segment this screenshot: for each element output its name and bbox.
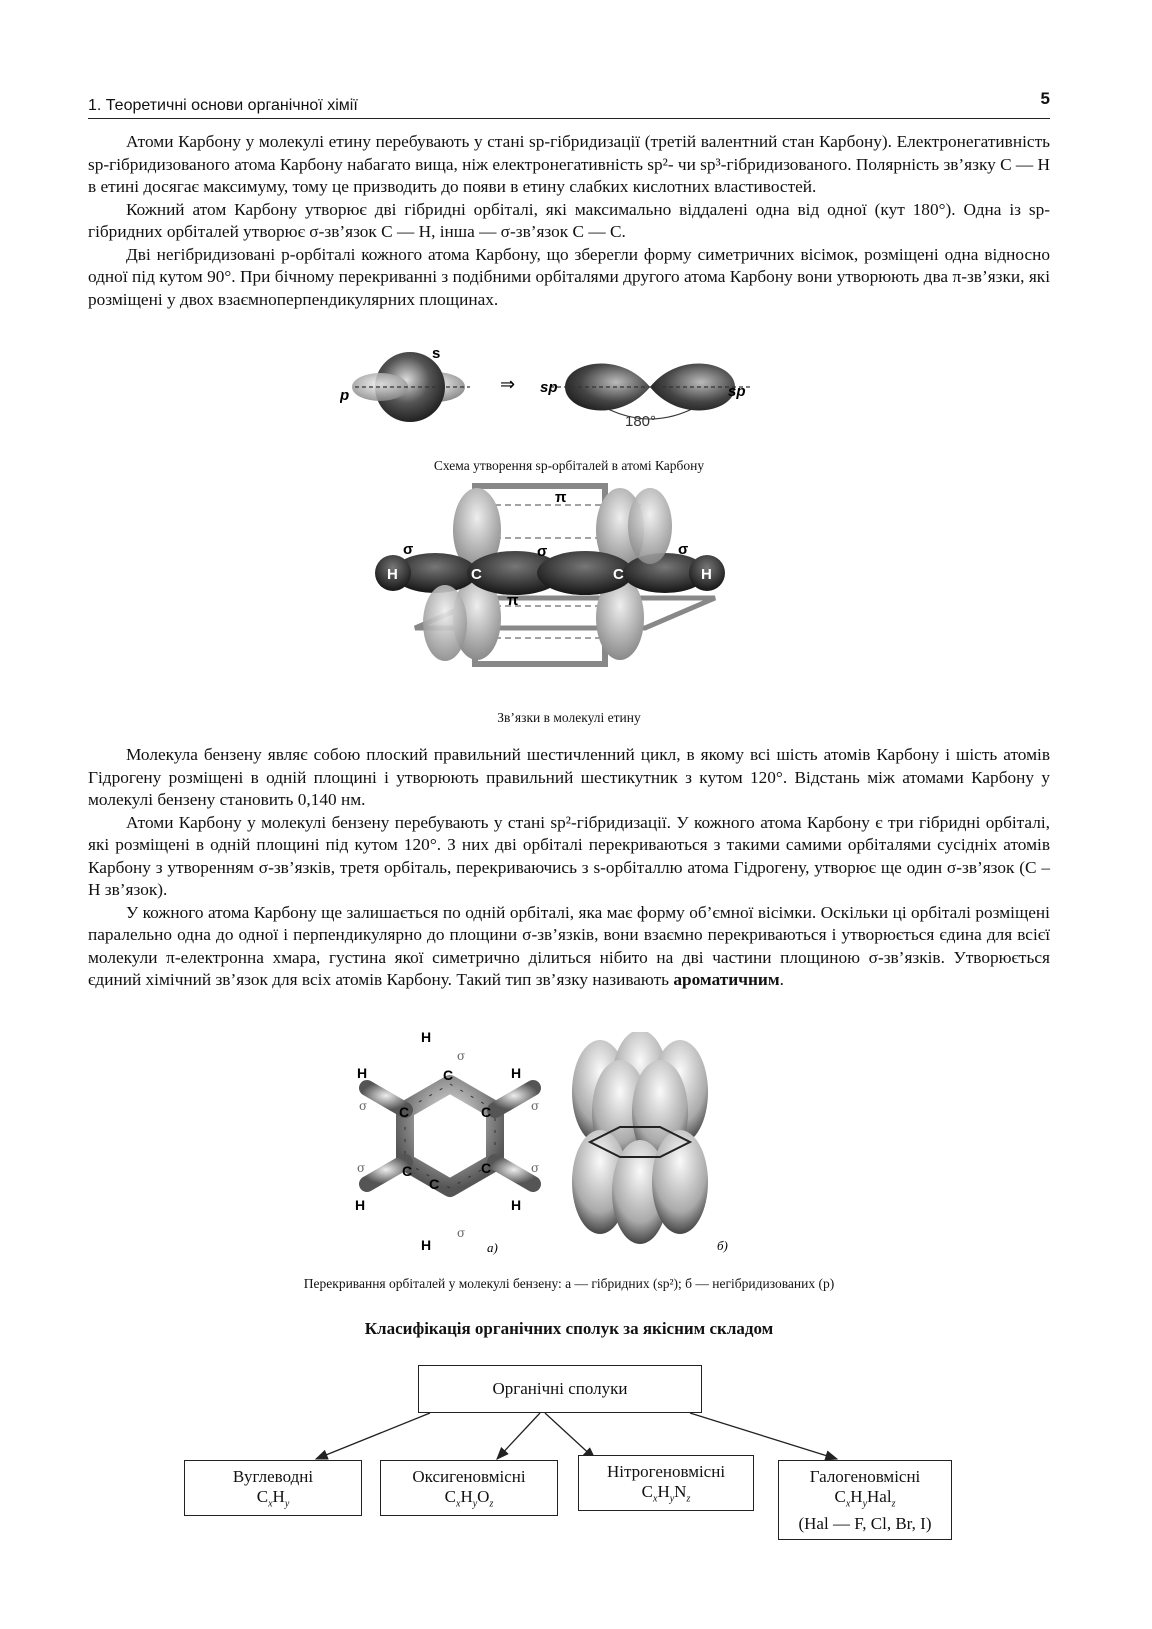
label-c: C	[399, 1104, 410, 1120]
formula: $C_xH_y$	[256, 1487, 290, 1510]
label-sigma: σ	[531, 1161, 540, 1175]
label-sigma: σ	[678, 541, 689, 558]
classification-title: Класифікація органічних сполук за якісним складом	[364, 1319, 774, 1338]
label-sigma: σ	[359, 1099, 368, 1113]
label-h: H	[357, 1065, 368, 1081]
label-pi: π	[555, 489, 567, 506]
paragraph: У кожного атома Карбону ще залишається по одній орбіталі, яка має форму об’ємної вісімки. Оскільки ці орбіталі розміщені паралельно одна до одної і перпендикулярно до площини σ-зв’язків, вони взаємно перекриваються і утворюється єдина для всієї молекули π-електронна хмара, густина якої симетрично ділиться нібито на дві частини площиною σ-зв’язків. Утворюється єдиний хімічний зв’язок для всіх атомів Карбону. Такий тип зв’язку називають ароматичним.	[88, 902, 1050, 989]
figure-caption: Схема утворення sp-орбіталей в атомі Карбону	[433, 458, 705, 473]
label-c: C	[481, 1160, 492, 1176]
label-c: C	[443, 1067, 454, 1083]
label-c: C	[613, 566, 624, 583]
running-title: 1. Теоретичні основи органічної хімії	[88, 97, 358, 114]
label-sp-right: sp	[728, 383, 746, 400]
figure-caption: Перекривання орбіталей у молекулі бензену: а — гібридних (sp²); б — негібридизованих (p)	[303, 1276, 835, 1291]
page-number: 5	[1040, 89, 1050, 108]
label-h: H	[511, 1197, 522, 1213]
node-nitrogen-containing: Нітрогеновмісні $C_xH_yN_z$	[578, 1455, 754, 1511]
node-halogen-containing: Галогеновмісні $C_xH_yHal_z$ (Hal — F, Cl, Br, I)	[778, 1460, 952, 1540]
label-a: а)	[487, 1240, 498, 1255]
node-organic-compounds: Органічні сполуки	[418, 1365, 702, 1413]
label-h: H	[421, 1237, 432, 1253]
label-sp-left: sp	[540, 379, 558, 396]
label-c: C	[402, 1163, 413, 1179]
label-sigma: σ	[403, 541, 414, 558]
label-pi: π	[507, 592, 519, 609]
label-sigma: σ	[537, 543, 548, 560]
formula: $C_xH_yO_z$	[444, 1487, 494, 1510]
label-sigma: σ	[457, 1049, 466, 1063]
angle-label: 180°	[625, 413, 657, 430]
label-sigma: σ	[457, 1226, 466, 1240]
term-aromatic: ароматичним	[673, 970, 780, 989]
label-sigma: σ	[357, 1161, 366, 1175]
label-h: H	[355, 1197, 366, 1213]
label-c: C	[481, 1104, 492, 1120]
paragraph: Дві негібридизовані p-орбіталі кожного атома Карбону, що зберегли форму симетричних вісімок, розміщені одна відносно одної під кутом 90°. При бічному перекриванні з подібними орбіталями другого атома Карбону вони утворюють два π-зв’язки, які розміщені у двох взаємноперпендикулярних площинах.	[88, 244, 1050, 309]
formula: $C_xH_yN_z$	[641, 1482, 691, 1505]
paragraph: Атоми Карбону у молекулі етину перебувають у стані sp-гібридизації (третій валентний стан Карбону). Електронегативність sp-гібридизованого атома Карбону набагато вища, ніж електронегативність sp²- чи sp³-гібридизованого. Полярність зв’язку С — Н в етині досягає максимуму, тому це призводить до появи в етину слабких кислотних властивостей.	[88, 132, 1051, 196]
label-h: H	[701, 566, 712, 583]
label-h: H	[421, 1032, 432, 1045]
label-sigma: σ	[531, 1099, 540, 1113]
label-p: p	[340, 387, 350, 404]
paragraph: Молекула бензену являє собою плоский правильний шестичленний цикл, в якому всі шість атомів Карбону і шість атомів Гідрогену розміщені в одній площині і утворюють правильний шестикутник з кутом 120°. Відстань між атомами Карбону у молекулі бензену становить 0,140 нм.	[88, 745, 1050, 809]
arrow-icon: ⇒	[500, 374, 516, 395]
paragraph: Кожний атом Карбону утворює дві гібридні орбіталі, які максимально віддалені одна від одної (кут 180°). Одна із sp-гібридних орбіталей утворює σ-зв’язок С — Н, інша — σ-зв’язок С — С.	[88, 199, 1050, 241]
label-c: C	[429, 1176, 440, 1192]
label-s: s	[432, 350, 441, 362]
label-b: б)	[717, 1238, 728, 1253]
formula: $C_xH_yHal_z$	[834, 1487, 896, 1510]
figure-caption: Зв’язки в молекулі етину	[497, 710, 641, 725]
label-h: H	[387, 566, 398, 583]
label-h: H	[511, 1065, 522, 1081]
node-hydrocarbons: Вуглеводні $C_xH_y$	[184, 1460, 362, 1516]
label-c: C	[471, 566, 482, 583]
node-oxygen-containing: Оксигеновмісні $C_xH_yO_z$	[380, 1460, 558, 1516]
paragraph: Атоми Карбону у молекулі бензену перебувають у стані sp²-гібридизації. У кожного атома Карбону є три гібридні орбіталі, які розміщені в одній площині під кутом 120°. З них дві орбіталі перекриваються з такими самими орбіталями сусідніх атомів Карбону з утворенням σ-зв’язків, третя орбіталь, перекриваючись з s-орбіталлю атома Гідрогену, утворює ще один σ-зв’язок (С – Н зв’язок).	[88, 812, 1050, 899]
